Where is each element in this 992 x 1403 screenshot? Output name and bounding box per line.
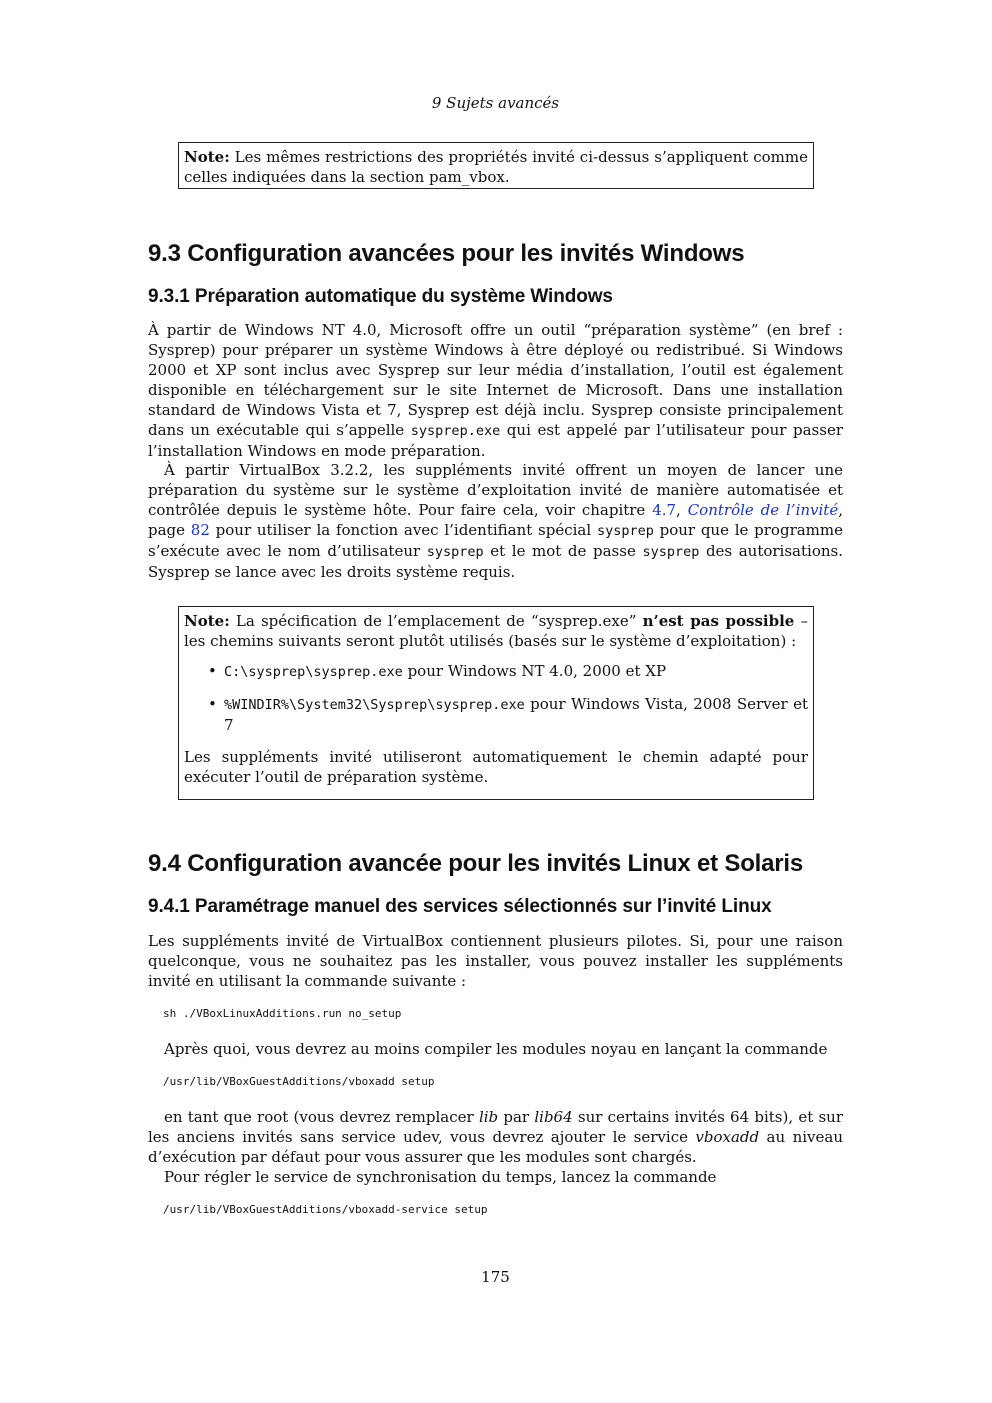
paragraph-virtualbox-sysprep: À partir VirtualBox 3.2.2, les suppléments invité offrent un moyen de lancer une préparation du système sur le système d’exploitation invité de manière automatisée et contrôlée depuis le système hôte. Pour faire cela, voir chapitre 4.7, Contrôle de l’invité, page 82 pour utiliser la fonction avec l’identifiant spécial sysprep pour que le programme s’exécute avec le nom d’utilisateur sysprep et le mot de passe sysprep des autorisations. Sysprep se lance avec les droits système requis. [148, 461, 844, 581]
section-title-9-4: 9.4 Configuration avancée pour les invités Linux et Solaris [148, 850, 804, 877]
page-link[interactable]: 82 [190, 521, 210, 539]
paragraph-linux-additions: Les suppléments invité de VirtualBox contiennent plusieurs pilotes. Si, pour une raison quelconque, vous ne souhaitez pas les installer, vous pouvez installer les suppléments invité en utilisant la commande suivante : [148, 932, 843, 990]
code-block-vboxadd: /usr/lib/VBoxGuestAdditions/vboxadd setup [163, 1075, 435, 1088]
list-item: • C:\sysprep\sysprep.exe pour Windows NT 4.0, 2000 et XP [224, 661, 808, 682]
page-number: 175 [481, 1268, 510, 1286]
code-block-vboxadd-service: /usr/lib/VBoxGuestAdditions/vboxadd-service setup [163, 1203, 488, 1216]
paragraph-time-sync: Pour régler le service de synchronisation du temps, lancez la commande [164, 1168, 717, 1186]
note-box-pam [178, 142, 814, 189]
code-block-install: sh ./VBoxLinuxAdditions.run no_setup [163, 1007, 402, 1020]
note-label: Note: [184, 612, 230, 630]
sysprep-path-list [184, 661, 808, 735]
subsection-title-9-4-1: 9.4.1 Paramétrage manuel des services sélectionnés sur l’invité Linux [148, 896, 772, 917]
note-label: Note: [184, 148, 230, 166]
note-footer: Les suppléments invité utiliseront automatiquement le chemin adapté pour exécuter l’outil de préparation système. [184, 748, 808, 786]
section-title-9-3: 9.3 Configuration avancées pour les invités Windows [148, 240, 745, 267]
list-item: • %WINDIR%\System32\Sysprep\sysprep.exe pour Windows Vista, 2008 Server et 7 [224, 694, 808, 735]
note-intro: Note: La spécification de l’emplacement de “sysprep.exe” n’est pas possible – les chemins suivants seront plutôt utilisés (basés sur le système d’exploitation) : [184, 612, 808, 650]
subsection-title-9-3-1: 9.3.1 Préparation automatique du système Windows [148, 286, 613, 307]
paragraph-root-note: en tant que root (vous devrez remplacer lib par lib64 sur certains invités 64 bits), et sur les anciens invités sans service udev, vous devrez ajouter le service vboxadd au niveau d’exécution par défaut pour vous assurer que les modules sont chargés. [148, 1108, 843, 1166]
running-header: 9 Sujets avancés [431, 94, 560, 112]
paragraph-sysprep-intro: À partir de Windows NT 4.0, Microsoft offre un outil “préparation système” (en bref : Sysprep) pour préparer un système Windows à être déployé ou redistribué. Si Windows 2000 et XP sont inclus avec Sysprep sur leur média d’installation, l’outil est également disponible en téléchargement sur le site Internet de Microsoft. Dans une installation standard de Windows Vista et 7, Sysprep est déjà inclu. Sysprep consiste principalement dans un exécutable qui s’appelle sysprep.exe qui est appelé par l’utilisateur pour passer l’installation Windows en mode préparation. [148, 321, 843, 460]
paragraph-compile-modules: Après quoi, vous devrez au moins compiler les modules noyau en lançant la commande [164, 1040, 828, 1058]
section-link[interactable]: Contrôle de l’invité [687, 501, 839, 519]
note-text: Les mêmes restrictions des propriétés invité ci-dessus s’appliquent comme celles indiquées dans la section pam_vbox. [184, 148, 808, 186]
inline-code: sysprep.exe [410, 423, 501, 439]
chapter-link[interactable]: 4.7 [652, 501, 677, 519]
note-box-sysprep-paths [178, 606, 814, 800]
